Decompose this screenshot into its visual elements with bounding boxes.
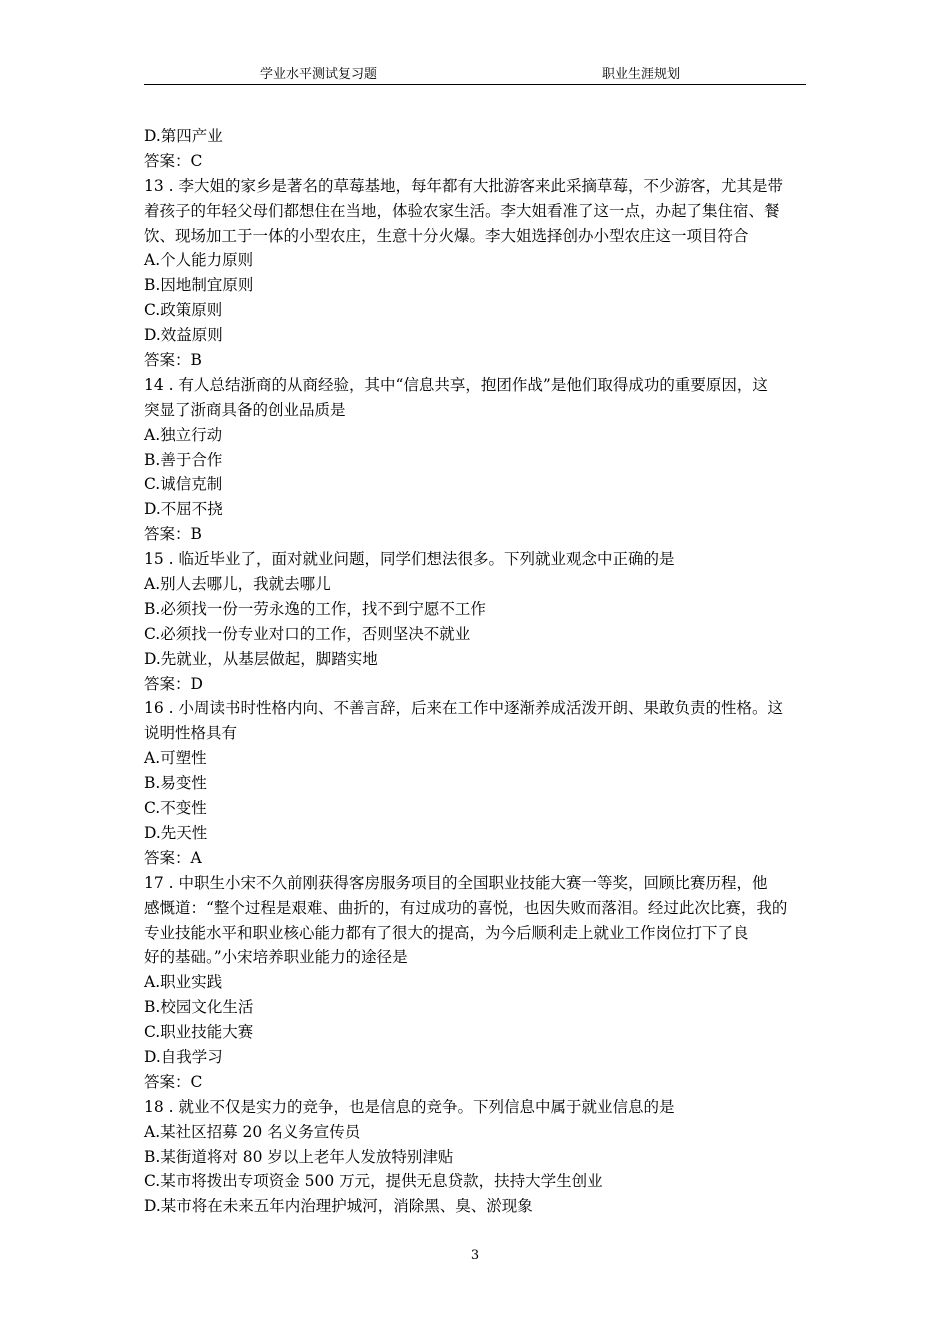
- question-17-line: 17 . 中职生小宋不久前刚获得客房服务项目的全国职业技能大赛一等奖，回顾比赛历程，他: [144, 873, 768, 892]
- option-line: D.先就业，从基层做起，脚踏实地: [144, 649, 378, 668]
- question-17-line: 感慨道：“整个过程是艰难、曲折的，有过成功的喜悦，也因失败而落泪。经过此次比赛，我的: [144, 898, 788, 917]
- answer-line: 答案：B: [144, 351, 202, 370]
- option-line: C.诚信克制: [144, 475, 223, 494]
- option-line: D.不屈不挠: [144, 500, 223, 519]
- question-17-line: 专业技能水平和职业核心能力都有了很大的提高，为今后顺利走上就业工作岗位打下了良: [144, 923, 749, 942]
- option-line: C.必须找一份专业对口的工作，否则坚决不就业: [144, 624, 471, 643]
- question-13-line: 13 . 李大姐的家乡是著名的草莓基地，每年都有大批游客来此采摘草莓，不少游客，尤其是带: [144, 176, 784, 195]
- page-header: [144, 66, 806, 85]
- page-number: 3: [470, 1248, 480, 1263]
- answer-line: 答案：B: [144, 525, 202, 544]
- option-line: B.易变性: [144, 774, 207, 793]
- option-line: A.可塑性: [144, 749, 207, 768]
- option-line: D.自我学习: [144, 1047, 223, 1066]
- question-16-line: 说明性格具有: [144, 724, 238, 743]
- answer-line: 答案：C: [144, 1072, 203, 1091]
- header-title-left: 学业水平测试复习题: [260, 67, 378, 82]
- option-line: C.某市将拨出专项资金 500 万元，提供无息贷款，扶持大学生创业: [144, 1172, 603, 1191]
- option-line: B.必须找一份一劳永逸的工作，找不到宁愿不工作: [144, 599, 486, 618]
- answer-line: 答案：D: [144, 674, 203, 693]
- option-line: B.某街道将对 80 岁以上老年人发放特别津贴: [144, 1147, 454, 1166]
- option-line: D.先天性: [144, 823, 208, 842]
- option-line: C.政策原则: [144, 301, 223, 320]
- document-body: [144, 124, 808, 1219]
- option-line: B.因地制宜原则: [144, 276, 254, 295]
- question-13-line: 饮、现场加工于一体的小型农庄，生意十分火爆。李大姐选择创办小型农庄这一项目符合: [144, 226, 749, 245]
- option-line: A.独立行动: [144, 425, 223, 444]
- question-15-line: 15 . 临近毕业了，面对就业问题，同学们想法很多。下列就业观念中正确的是: [144, 550, 675, 569]
- question-17-line: 好的基础。”小宋培养职业能力的途径是: [144, 948, 408, 967]
- question-13-line: 着孩子的年轻父母们都想住在当地，体验农家生活。李大姐看准了这一点，办起了集住宿、餐: [144, 201, 780, 220]
- option-line: A.某社区招募 20 名义务宣传员: [144, 1122, 361, 1141]
- question-14-line: 14 . 有人总结浙商的从商经验，其中“信息共享，抱团作战”是他们取得成功的重要原因，这: [144, 375, 768, 394]
- option-line: C.职业技能大赛: [144, 1023, 254, 1042]
- option-line: A.职业实践: [144, 973, 223, 992]
- text-line: D.第四产业: [144, 127, 223, 145]
- option-line: C.不变性: [144, 799, 207, 818]
- question-14-line: 突显了浙商具备的创业品质是: [144, 400, 346, 419]
- question-16-line: 16 . 小周读书时性格内向、不善言辞，后来在工作中逐渐养成活泼开朗、果敢负责的性格。这: [144, 699, 784, 718]
- answer-line: 答案：A: [144, 848, 202, 867]
- option-line: A.别人去哪儿，我就去哪儿: [144, 575, 331, 594]
- option-line: A.个人能力原则: [144, 251, 254, 270]
- option-line: B.校园文化生活: [144, 998, 254, 1017]
- option-line: D.效益原则: [144, 326, 223, 345]
- header-title-right: 职业生涯规划: [602, 67, 681, 82]
- question-18-line: 18 . 就业不仅是实力的竞争，也是信息的竞争。下列信息中属于就业信息的是: [144, 1097, 675, 1116]
- answer-line: 答案：C: [144, 151, 203, 170]
- option-line: B.善于合作: [144, 450, 223, 469]
- option-line: D.某市将在未来五年内治理护城河，消除黑、臭、淤现象: [144, 1197, 533, 1216]
